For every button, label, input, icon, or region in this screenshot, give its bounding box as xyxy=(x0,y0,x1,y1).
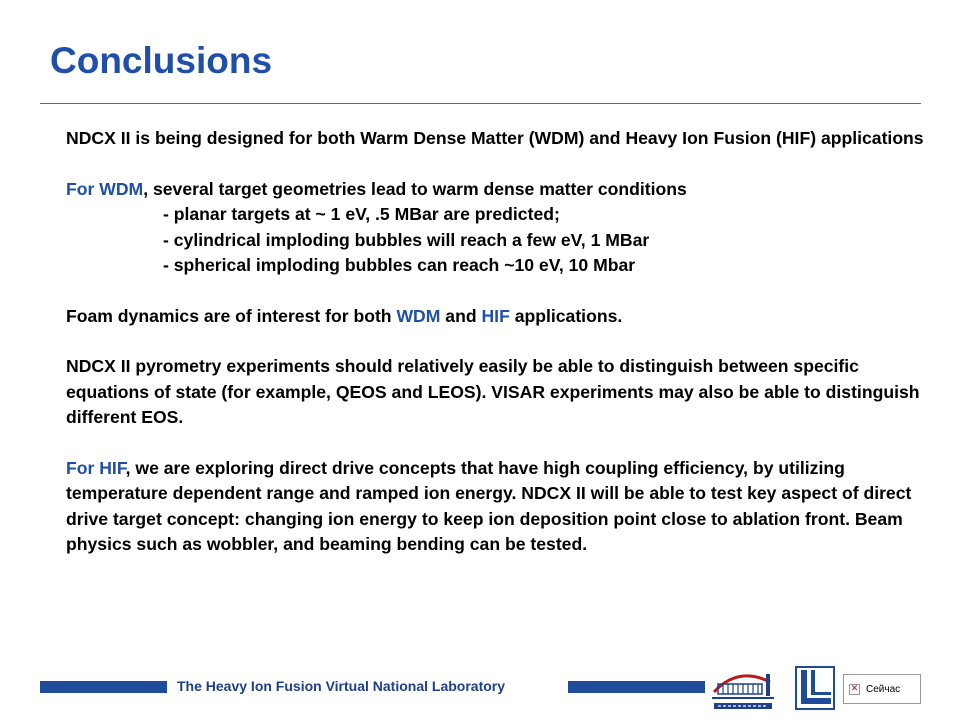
footer-bar-right xyxy=(568,681,705,693)
paragraph-ndcx-overview: NDCX II is being designed for both Warm Dense Matter (WDM) and Heavy Ion Fusion (HIF) applications xyxy=(66,128,924,148)
hif-text: , we are exploring direct drive concepts that have high coupling efficiency, by utilizing temperature dependent range and ramped ion energy. NDCX II will be able to test key aspect of direct drive target concept: changing ion energy to keep ion deposition point close to ablation front. Beam physics such as wobbler, and beaming bending can be tested. xyxy=(66,457,912,554)
slide-title: Conclusions xyxy=(50,40,273,81)
wdm-bullet-planar: - planar targets at ~ 1 eV, .5 MBar are predicted; xyxy=(163,204,560,224)
foam-text-3: applications. xyxy=(509,305,623,326)
foam-hif-highlight: HIF xyxy=(481,305,510,326)
paragraph-pyrometry: NDCX II pyrometry experiments should relatively easily be able to distinguish between specific equations of state (for example, QEOS and LEOS). VISAR experiments may also be able to distinguish different EOS. xyxy=(66,356,920,427)
footer-bar-left xyxy=(40,681,167,693)
paragraph-hif xyxy=(66,456,936,558)
foam-text-2: and xyxy=(440,305,482,326)
wdm-highlight: For WDM xyxy=(66,178,144,199)
foam-wdm-highlight: WDM xyxy=(396,305,441,326)
paragraph-wdm xyxy=(66,177,936,279)
wdm-bullet-cylindrical: - cylindrical imploding bubbles will reach a few eV, 1 MBar xyxy=(163,229,650,250)
paragraph-foam-dynamics xyxy=(66,304,936,330)
broken-image-label: Сейчас xyxy=(866,683,901,695)
berkeley-lab-logo-icon xyxy=(708,662,778,714)
wdm-lead-line xyxy=(66,177,936,203)
footer-lab-name: The Heavy Ion Fusion Virtual National Laboratory xyxy=(177,678,506,694)
wdm-lead-text: , several target geometries lead to warm dense matter conditions xyxy=(143,178,687,199)
wdm-bullet-spherical: - spherical imploding bubbles can reach ~10 eV, 10 Mbar xyxy=(163,255,636,275)
llnl-logo-icon xyxy=(795,666,835,710)
title-divider xyxy=(40,103,921,104)
slide-body xyxy=(66,126,936,583)
broken-image-placeholder xyxy=(843,674,921,704)
broken-image-x-icon: ✕ xyxy=(850,683,859,694)
foam-text-1: Foam dynamics are of interest for both xyxy=(66,305,397,326)
hif-highlight: For HIF xyxy=(66,457,126,478)
